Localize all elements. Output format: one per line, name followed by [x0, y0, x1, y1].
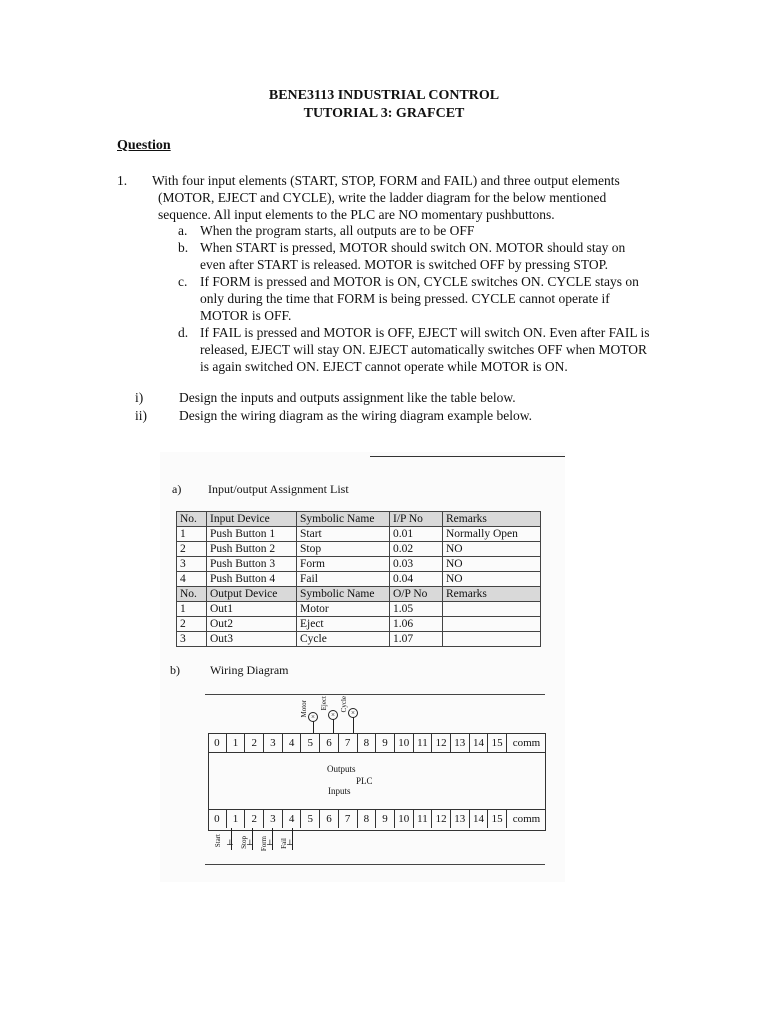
table-header-cell: Input Device [207, 512, 297, 527]
section-b-title: Wiring Diagram [210, 663, 289, 677]
task-text: Design the wiring diagram as the wiring diagram example below. [179, 408, 533, 423]
table-cell: NO [443, 542, 541, 557]
terminal-number: 9 [376, 810, 395, 828]
table-cell: 1.06 [390, 617, 443, 632]
terminal-number: 1 [227, 810, 246, 828]
terminal-number: 0 [208, 810, 227, 828]
output-device-label: Eject [320, 696, 328, 711]
task-text: Design the inputs and outputs assignment like the table below. [179, 390, 516, 405]
divider-line [205, 694, 545, 695]
input-device-label: Stop [240, 836, 248, 849]
terminal-number: 13 [451, 734, 470, 752]
terminal-number: 4 [283, 810, 302, 828]
terminal-number: 5 [301, 810, 320, 828]
terminal-number: 4 [283, 734, 302, 752]
wire [353, 717, 354, 734]
table-cell: Out1 [207, 602, 297, 617]
task-label: ii) [135, 408, 147, 423]
inputs-label: Inputs [328, 786, 351, 796]
table-header-cell: I/P No [390, 512, 443, 527]
sub-item-text: When START is pressed, MOTOR should switch ON. MOTOR should stay on even after START is released. MOTOR is switched OFF by pressing STOP. [200, 240, 626, 272]
table-header-cell: Symbolic Name [297, 512, 390, 527]
sub-item-label: b. [178, 240, 189, 255]
sub-item-label: d. [178, 325, 189, 340]
pushbutton-icon: ⊥ [286, 838, 294, 847]
table-cell: 1.05 [390, 602, 443, 617]
table-cell: 0.01 [390, 527, 443, 542]
table-cell [443, 617, 541, 632]
terminal-number: 5 [301, 734, 320, 752]
document-subtitle: TUTORIAL 3: GRAFCET [303, 106, 465, 121]
terminal-number: 7 [339, 734, 358, 752]
terminal-number: 1 [227, 734, 246, 752]
table-cell: 0.02 [390, 542, 443, 557]
input-device-label: Form [260, 836, 268, 852]
table-cell: 4 [177, 572, 207, 587]
sub-item-text: If FAIL is pressed and MOTOR is OFF, EJECT will switch ON. Even after FAIL is released, EJECT will stay ON. EJECT automatically switches OFF when MOTOR is again switched ON. EJECT cannot operate while MOTOR is ON. [200, 325, 650, 374]
terminal-number: 6 [320, 810, 339, 828]
table-cell: Form [297, 557, 390, 572]
table-cell: 2 [177, 542, 207, 557]
pushbutton-icon: ⊥ [246, 838, 254, 847]
sub-item-text: If FORM is pressed and MOTOR is ON, CYCLE switches ON. CYCLE stays on only during the time that FORM is being pressed. CYCLE cannot operate if MOTOR is OFF. [200, 274, 639, 323]
table-header-cell: Symbolic Name [297, 587, 390, 602]
io-assignment-table [176, 511, 541, 647]
table-cell: 0.04 [390, 572, 443, 587]
terminal-number: 14 [470, 810, 489, 828]
table-header-cell: No. [177, 587, 207, 602]
output-terminal-row [208, 734, 546, 753]
lamp-icon: × [328, 710, 338, 720]
table-cell: NO [443, 572, 541, 587]
table-cell: Out2 [207, 617, 297, 632]
pushbutton-icon: ⊥ [226, 838, 234, 847]
table-cell: Motor [297, 602, 390, 617]
question-text-line: With four input elements (START, STOP, FORM and FAIL) and three output elements [152, 173, 620, 188]
sub-item-label: a. [178, 223, 188, 238]
terminal-number: 2 [245, 810, 264, 828]
table-header-cell: O/P No [390, 587, 443, 602]
table-cell: Cycle [297, 632, 390, 647]
terminal-number: 10 [395, 734, 414, 752]
task-label: i) [135, 390, 144, 405]
section-a-label: a) [172, 482, 182, 496]
table-header-cell: Output Device [207, 587, 297, 602]
terminal-number: 0 [208, 734, 227, 752]
table-cell: Push Button 3 [207, 557, 297, 572]
terminal-number: 11 [414, 810, 433, 828]
terminal-number: 12 [432, 810, 451, 828]
table-cell: 1.07 [390, 632, 443, 647]
table-header-cell: No. [177, 512, 207, 527]
table-row [177, 632, 541, 647]
sub-item-text: When the program starts, all outputs are to be OFF [200, 223, 475, 238]
table-row [177, 602, 541, 617]
question-text [152, 172, 662, 223]
table-cell: 3 [177, 557, 207, 572]
terminal-number: 15 [488, 734, 507, 752]
comm-terminal: comm [512, 737, 541, 749]
table-cell: 0.03 [390, 557, 443, 572]
table-cell: 1 [177, 602, 207, 617]
terminal-number: 8 [358, 734, 377, 752]
terminal-number: 2 [245, 734, 264, 752]
table-cell: Stop [297, 542, 390, 557]
lamp-icon: × [348, 708, 358, 718]
terminal-number: 3 [264, 810, 283, 828]
table-cell: 2 [177, 617, 207, 632]
question-heading: Question [117, 138, 171, 153]
terminal-number: 11 [414, 734, 433, 752]
output-device-label: Motor [300, 700, 308, 718]
table-header-cell: Remarks [443, 512, 541, 527]
terminal-number: 7 [339, 810, 358, 828]
table-cell: Fail [297, 572, 390, 587]
question-number: 1. [117, 173, 128, 188]
outputs-label: Outputs [327, 764, 356, 774]
table-cell: Eject [297, 617, 390, 632]
document-title: BENE3113 INDUSTRIAL CONTROL [268, 88, 500, 103]
table-cell: NO [443, 557, 541, 572]
task-item [135, 408, 532, 424]
terminal-number: 10 [395, 810, 414, 828]
divider-line [205, 864, 545, 865]
output-device-label: Cycle [340, 696, 348, 713]
terminal-number: 14 [470, 734, 489, 752]
question-text-line: sequence. All input elements to the PLC are NO momentary pushbuttons. [158, 207, 555, 222]
section-a-title: Input/output Assignment List [208, 482, 349, 496]
table-header-row [177, 587, 541, 602]
table-cell [443, 632, 541, 647]
table-cell: Push Button 1 [207, 527, 297, 542]
io-table-body [177, 512, 541, 647]
comm-terminal: comm [512, 813, 541, 825]
table-row [177, 572, 541, 587]
wire [333, 719, 334, 734]
input-device-label: Start [214, 834, 222, 848]
input-terminal-row [208, 809, 546, 828]
terminal-number: 3 [264, 734, 283, 752]
table-cell: Normally Open [443, 527, 541, 542]
terminal-number: 12 [432, 734, 451, 752]
table-cell: Push Button 2 [207, 542, 297, 557]
pushbutton-icon: ⊥ [266, 838, 274, 847]
terminal-number: 13 [451, 810, 470, 828]
table-cell: 1 [177, 527, 207, 542]
table-row [177, 557, 541, 572]
table-cell [443, 602, 541, 617]
table-row [177, 542, 541, 557]
table-row [177, 617, 541, 632]
section-b-label: b) [170, 663, 180, 677]
table-cell: Out3 [207, 632, 297, 647]
question-text-line: (MOTOR, EJECT and CYCLE), write the ladder diagram for the below mentioned [158, 190, 607, 205]
table-cell: Start [297, 527, 390, 542]
task-item [135, 390, 516, 406]
terminal-number: 6 [320, 734, 339, 752]
divider-line [370, 456, 565, 457]
terminal-number: 9 [376, 734, 395, 752]
plc-label: PLC [356, 776, 373, 786]
table-header-row [177, 512, 541, 527]
sub-item-label: c. [178, 274, 188, 289]
terminal-number: 8 [358, 810, 377, 828]
table-cell: Push Button 4 [207, 572, 297, 587]
lamp-icon: × [308, 712, 318, 722]
table-row [177, 527, 541, 542]
terminal-number: 15 [488, 810, 507, 828]
input-device-label: Fail [280, 838, 288, 849]
table-header-cell: Remarks [443, 587, 541, 602]
table-cell: 3 [177, 632, 207, 647]
